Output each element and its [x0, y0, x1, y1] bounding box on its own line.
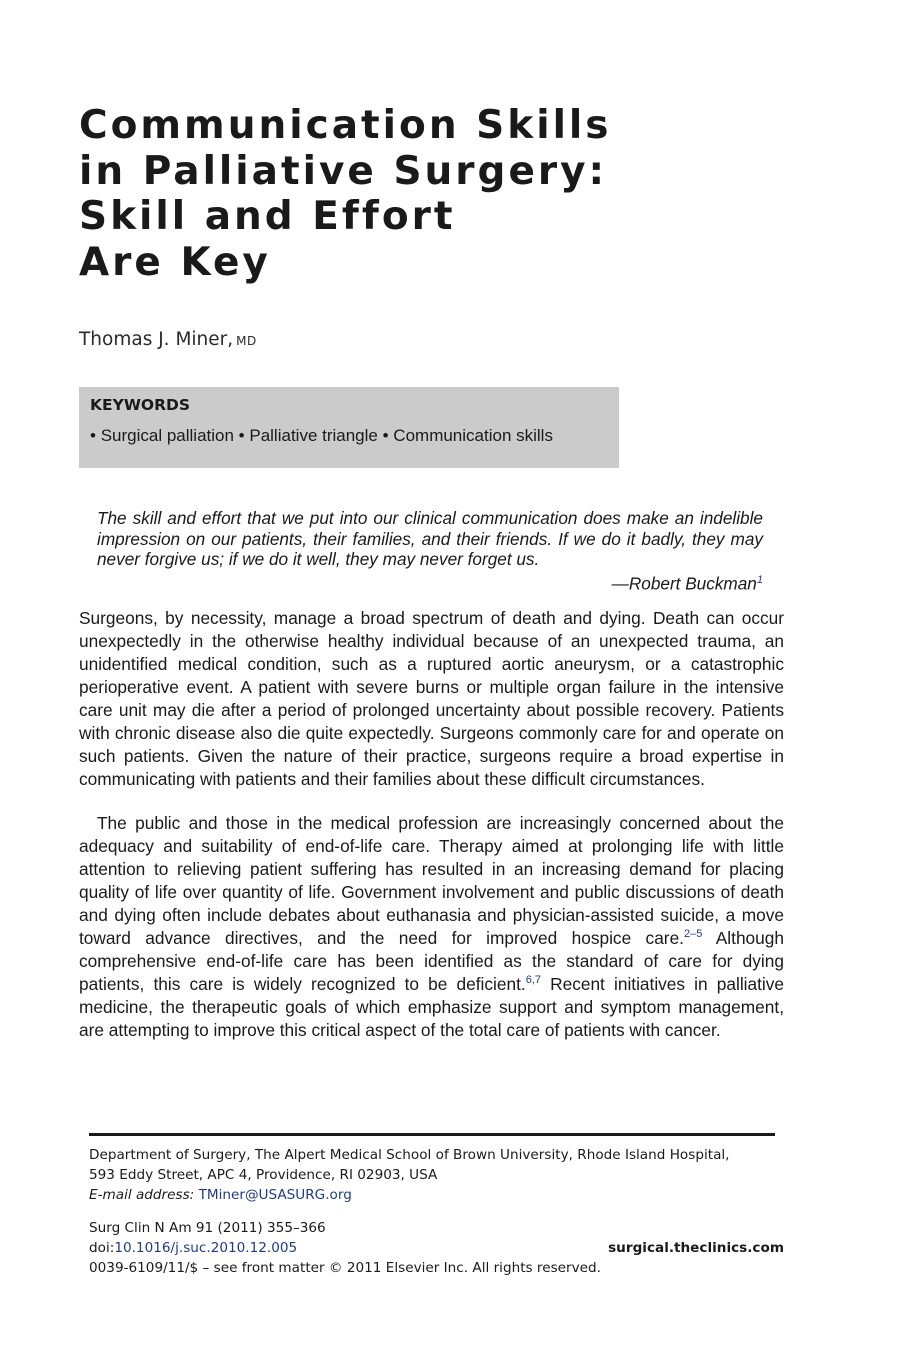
footer-divider	[89, 1133, 775, 1136]
copyright-line: 0039-6109/11/$ – see front matter © 2011 Elsevier Inc. All rights reserved.	[89, 1260, 601, 1276]
reference-link[interactable]: 6,7	[525, 974, 541, 987]
epigraph	[97, 508, 763, 594]
keyword-item: Palliative triangle	[249, 426, 378, 445]
affiliation-block	[89, 1145, 789, 1205]
keyword-bullet: •	[382, 426, 389, 445]
keywords-box	[79, 387, 619, 468]
doi-label: doi:	[89, 1240, 115, 1256]
paragraph-text: The public and those in the medical profession are increasingly concerned about the adequacy and suitability of end-of-life care. Therapy aimed at prolonging life with little attention to relieving patient suffering has resulted in an increasing demand for placing quality of life over quantity of life. Government involvement and public discussions of death and dying often include debates about euthanasia and physician-assisted suicide, a move toward advance directives, and the need for improved hospice care.	[79, 813, 784, 948]
keyword-item: Surgical palliation	[100, 426, 234, 445]
epigraph-author: —Robert Buckman	[611, 573, 757, 594]
email-label: E-mail address:	[89, 1187, 195, 1203]
title-line-2: in Palliative Surgery:	[79, 148, 608, 194]
reference-link[interactable]: 1	[756, 573, 763, 586]
epigraph-text: The skill and effort that we put into our clinical communication does make an indelible impression on our patients, their families, and their friends. If we do it badly, they may never forgive us; if we do it well, they may never forget us.	[97, 508, 763, 570]
article-title	[79, 103, 699, 285]
paragraph-text: Although comprehensive end-of-life care has been identified as the standard of care for dying patients, this care is widely recognized to be deficient.	[79, 928, 784, 994]
title-line-4: Are Key	[79, 239, 271, 285]
author-name: Thomas J. Miner,	[79, 329, 234, 350]
reference-link[interactable]: 2–5	[683, 928, 703, 941]
paragraph-text: Recent initiatives in palliative medicine, the therapeutic goals of which emphasize support and symptom management, are attempting to improve this critical aspect of the total care of patients with cancer.	[79, 974, 785, 1040]
author	[79, 329, 257, 350]
doi-link[interactable]: 10.1016/j.suc.2010.12.005	[114, 1240, 298, 1256]
email-line	[89, 1185, 789, 1205]
keyword-bullet: •	[238, 426, 245, 445]
journal-website-link[interactable]: surgical.theclinics.com	[608, 1240, 784, 1256]
keyword-item: Communication skills	[393, 426, 553, 445]
epigraph-attribution	[97, 570, 763, 594]
body-paragraph-2	[79, 812, 784, 1042]
journal-citation: Surg Clin N Am 91 (2011) 355–366	[89, 1220, 326, 1236]
title-line-1: Communication Skills	[79, 103, 612, 148]
affiliation-line: 593 Eddy Street, APC 4, Providence, RI 02903, USA	[89, 1167, 438, 1183]
keywords-list	[90, 426, 553, 446]
author-degree: MD	[236, 334, 257, 348]
keywords-heading: KEYWORDS	[90, 396, 191, 414]
affiliation-line: Department of Surgery, The Alpert Medical School of Brown University, Rhode Island Hospital,	[89, 1147, 730, 1163]
keyword-bullet: •	[90, 426, 96, 445]
title-line-3: Skill and Effort	[79, 194, 456, 239]
body-paragraph-1: Surgeons, by necessity, manage a broad spectrum of death and dying. Death can occur unexpectedly in the otherwise healthy individual because of an unexpected trauma, an unidentified medical condition, such as a ruptured aortic aneurysm, or a catastrophic perioperative event. A patient with severe burns or multiple organ failure in the intensive care unit may die after a period of prolonged uncertainty about possible recovery. Patients with chronic disease also die quite expectedly. Surgeons commonly care for and operate on such patients. Given the nature of their practice, surgeons require a broad expertise in communicating with patients and their families about these difficult circumstances.	[79, 608, 784, 789]
email-link[interactable]: TMiner@USASURG.org	[198, 1187, 352, 1203]
